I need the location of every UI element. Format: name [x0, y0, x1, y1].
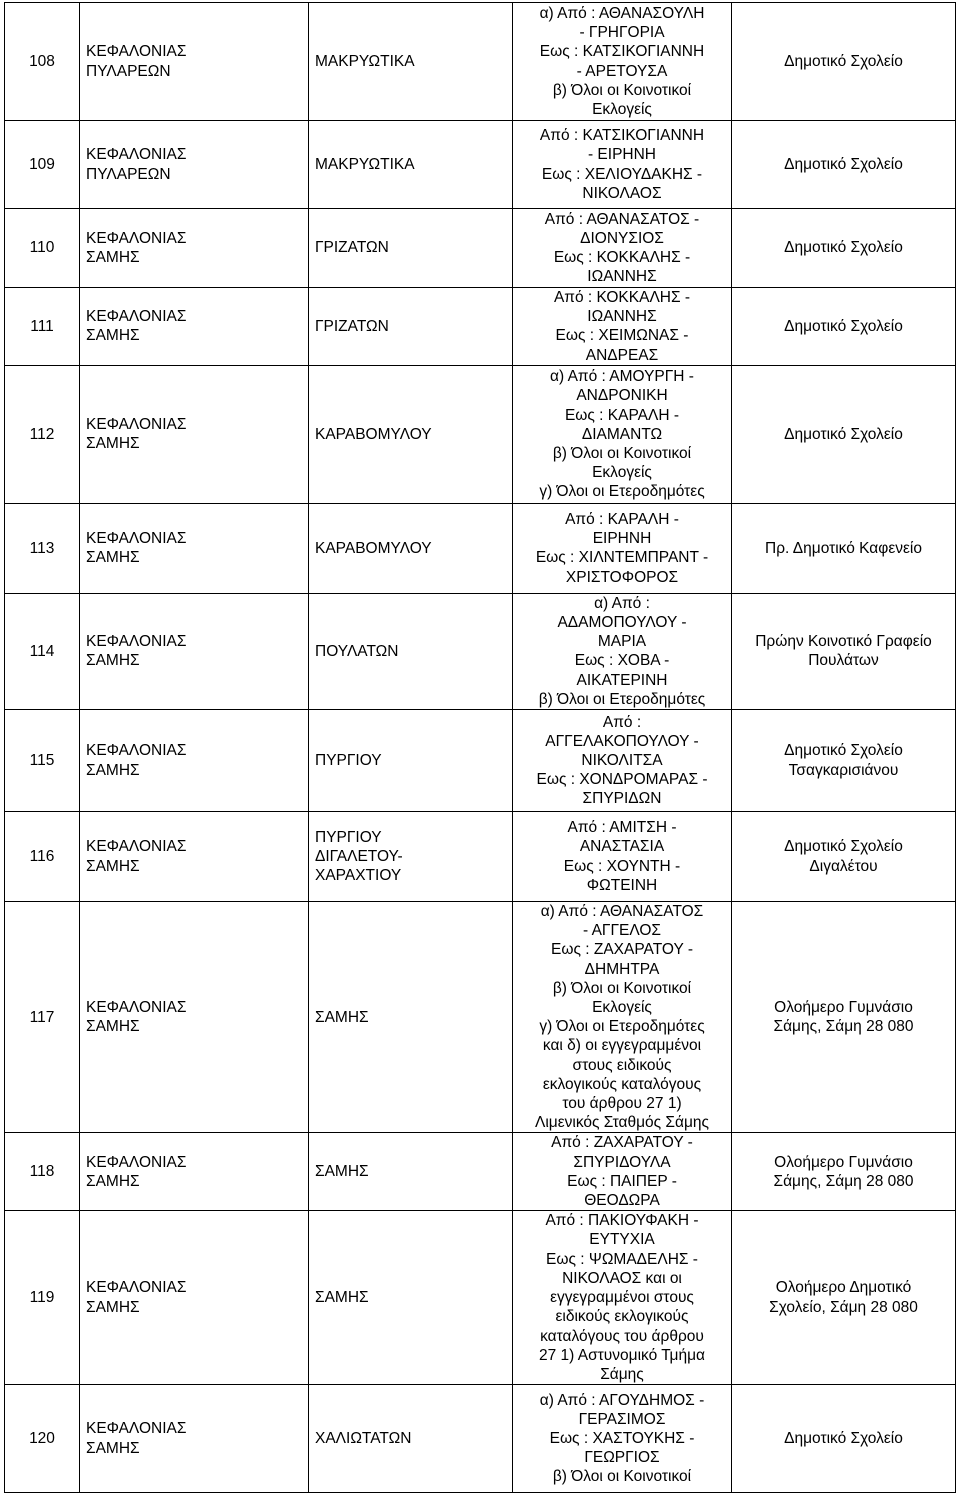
locality-cell — [309, 121, 513, 209]
polling-place-line: Δημοτικό Σχολείο — [784, 1430, 903, 1447]
municipality-line: ΠΥΛΑΡΕΩΝ — [86, 62, 171, 80]
voter-range-line: ΝΙΚΟΛΑΟΣ — [582, 184, 662, 202]
voter-range-line: Εως : ΧΕΛΙΟΥΔΑΚΗΣ - — [541, 165, 703, 183]
locality-line: ΠΟΥΛΑΤΩΝ — [315, 642, 399, 660]
station-number-cell: 117 — [5, 902, 80, 1133]
voter-range-line: ΧΡΙΣΤΟΦΟΡΟΣ — [565, 568, 679, 586]
voter-range-line: ΜΑΡΙΑ — [597, 633, 647, 651]
municipality-line: ΣΑΜΗΣ — [86, 761, 140, 779]
voter-range-line: ΓΕΩΡΓΙΟΣ — [584, 1449, 660, 1467]
voter-range-line: ΕΙΡΗΝΗ — [592, 530, 652, 548]
voter-range-line: - ΓΡΗΓΟΡΙΑ — [579, 24, 665, 42]
table-row — [5, 710, 956, 812]
table-row — [5, 503, 956, 593]
voter-range-line: α) Από : — [594, 594, 650, 612]
municipality-cell — [80, 209, 309, 288]
municipality-line: ΣΑΜΗΣ — [86, 1172, 140, 1190]
locality-cell — [309, 1133, 513, 1211]
locality-cell — [309, 503, 513, 593]
voter-range-line: ΔΙΟΝΥΣΙΟΣ — [580, 229, 664, 247]
voter-range-line: ΑΝΔΡΟΝΙΚΗ — [576, 387, 668, 405]
municipality-line: ΚΕΦΑΛΟΝΙΑΣ — [86, 1153, 187, 1171]
voter-range-line: Εως : ΨΩΜΑΔΕΛΗΣ - — [546, 1250, 698, 1268]
station-number-cell: 120 — [5, 1385, 80, 1493]
voter-range-line: β) Όλοι οι Κοινοτικοί — [552, 444, 692, 462]
polling-stations-table-page — [4, 2, 955, 1493]
polling-place-cell — [732, 902, 956, 1133]
voter-range-line: και δ) οι εγγεγραμμένοι — [542, 1037, 702, 1055]
station-number-cell: 119 — [5, 1211, 80, 1385]
locality-cell — [309, 710, 513, 812]
voter-range-line: καταλόγους του άρθρου — [540, 1327, 704, 1345]
voter-range-line: ΦΩΤΕΙΝΗ — [586, 876, 658, 894]
municipality-line: ΚΕΦΑΛΟΝΙΑΣ — [86, 633, 187, 651]
municipality-cell — [80, 503, 309, 593]
voter-range-line: β) Όλοι οι Κοινοτικοί — [552, 81, 692, 99]
voter-range-line: Σάμης — [600, 1365, 644, 1383]
voter-range-line: β) Όλοι οι Κοινοτικοί — [552, 979, 692, 997]
voter-range-line: α) Από : ΑΘΑΝΑΣΟΥΛΗ — [539, 4, 705, 22]
polling-place-line: Σάμης, Σάμη 28 080 — [773, 1018, 914, 1036]
voter-range-line: Εως : ΚΑΤΣΙΚΟΓΙΑΝΝΗ — [539, 43, 705, 61]
station-number-cell: 114 — [5, 593, 80, 709]
voter-range-cell — [513, 812, 732, 902]
voter-range-line: Εως : ΧΟΥΝΤΗ - — [563, 857, 681, 875]
municipality-line: ΣΑΜΗΣ — [86, 1439, 140, 1457]
locality-line: ΜΑΚΡΥΩΤΙΚΑ — [315, 52, 415, 70]
municipality-cell — [80, 1211, 309, 1385]
voter-range-line: Από : ΑΜΙΤΣΗ - — [567, 819, 677, 837]
municipality-line: ΚΕΦΑΛΟΝΙΑΣ — [86, 43, 187, 61]
polling-place-cell — [732, 503, 956, 593]
voter-range-cell — [513, 902, 732, 1133]
locality-cell — [309, 209, 513, 288]
locality-cell — [309, 365, 513, 503]
polling-place-cell — [732, 365, 956, 503]
table-row — [5, 288, 956, 366]
polling-place-line: Πουλάτων — [808, 652, 879, 670]
table-body — [5, 3, 956, 1493]
municipality-cell — [80, 288, 309, 366]
voter-range-line: ΝΙΚΟΛΙΤΣΑ — [581, 751, 663, 769]
locality-line: ΠΥΡΓΙΟΥ — [315, 828, 382, 846]
municipality-line: ΚΕΦΑΛΟΝΙΑΣ — [86, 308, 187, 326]
municipality-line: ΣΑΜΗΣ — [86, 652, 140, 670]
station-number-cell: 108 — [5, 3, 80, 121]
voter-range-line: ΘΕΟΔΩΡΑ — [584, 1192, 660, 1210]
polling-place-cell — [732, 710, 956, 812]
voter-range-line: Εως : ΠΑΙΠΕΡ - — [567, 1172, 677, 1190]
table-row — [5, 3, 956, 121]
locality-line: ΚΑΡΑΒΟΜΥΛΟΥ — [315, 425, 432, 443]
station-number-cell: 111 — [5, 288, 80, 366]
municipality-line: ΚΕΦΑΛΟΝΙΑΣ — [86, 146, 187, 164]
voter-range-cell — [513, 593, 732, 709]
polling-place-line: Πρ. Δημοτικό Καφενείο — [765, 539, 922, 557]
polling-place-cell — [732, 1211, 956, 1385]
voter-range-cell — [513, 710, 732, 812]
voter-range-line: ΣΠΥΡΙΔΟΥΛΑ — [573, 1153, 671, 1171]
municipality-line: ΣΑΜΗΣ — [86, 327, 140, 345]
voter-range-line: Εως : ΧΟΒΑ - — [574, 652, 670, 670]
voter-range-cell — [513, 1133, 732, 1211]
voter-range-line: ΙΩΑΝΝΗΣ — [587, 268, 657, 286]
voter-range-cell — [513, 503, 732, 593]
municipality-line: ΚΕΦΑΛΟΝΙΑΣ — [86, 416, 187, 434]
municipality-line: ΚΕΦΑΛΟΝΙΑΣ — [86, 1420, 187, 1438]
voter-range-line: Από : ΚΑΤΣΙΚΟΓΙΑΝΝΗ — [539, 127, 705, 145]
voter-range-line: ΔΗΜΗΤΡΑ — [584, 960, 660, 978]
locality-line: ΣΑΜΗΣ — [315, 1163, 369, 1181]
voter-range-line: ΕΥΤΥΧΙΑ — [589, 1231, 655, 1249]
polling-stations-table — [4, 2, 956, 1493]
table-row — [5, 365, 956, 503]
municipality-line: ΚΕΦΑΛΟΝΙΑΣ — [86, 838, 187, 856]
locality-line: ΜΑΚΡΥΩΤΙΚΑ — [315, 155, 415, 173]
locality-cell — [309, 812, 513, 902]
voter-range-line: Εως : ΧΙΛΝΤΕΜΠΡΑΝΤ - — [535, 549, 709, 567]
voter-range-line: Από : ΑΘΑΝΑΣΑΤΟΣ - — [544, 210, 700, 228]
station-number-cell: 113 — [5, 503, 80, 593]
voter-range-line: ΑΓΓΕΛΑΚΟΠΟΥΛΟΥ - — [545, 732, 699, 750]
voter-range-line: εγγεγραμμένοι στους — [550, 1289, 694, 1307]
voter-range-line: Από : — [602, 713, 642, 731]
voter-range-line: Από : ΚΟΚΚΑΛΗΣ - — [553, 289, 691, 306]
voter-range-line: ΓΕΡΑΣΙΜΟΣ — [578, 1410, 666, 1428]
locality-line: ΧΑΡΑΧΤΙΟΥ — [315, 867, 402, 885]
station-number-cell: 109 — [5, 121, 80, 209]
voter-range-line: Εως : ΧΟΝΔΡΟΜΑΡΑΣ - — [536, 771, 708, 789]
polling-place-line: Σχολείο, Σάμη 28 080 — [769, 1298, 918, 1316]
municipality-cell — [80, 812, 309, 902]
voter-range-line: ΔΙΑΜΑΝΤΩ — [581, 425, 663, 443]
voter-range-line: Από : ΠΑΚΙΟΥΦΑΚΗ - — [545, 1212, 699, 1230]
locality-line: ΚΑΡΑΒΟΜΥΛΟΥ — [315, 539, 432, 557]
voter-range-line: γ) Όλοι οι Ετεροδημότες — [539, 483, 705, 501]
polling-place-cell — [732, 812, 956, 902]
municipality-line: ΣΑΜΗΣ — [86, 1298, 140, 1316]
polling-place-line: Πρώην Κοινοτικό Γραφείο — [755, 633, 932, 651]
municipality-line: ΠΥΛΑΡΕΩΝ — [86, 165, 171, 183]
polling-place-cell — [732, 1385, 956, 1493]
municipality-cell — [80, 1133, 309, 1211]
voter-range-line: β) Όλοι οι Κοινοτικοί — [552, 1468, 692, 1486]
station-number-cell: 116 — [5, 812, 80, 902]
table-row — [5, 812, 956, 902]
voter-range-line: α) Από : ΑΘΑΝΑΣΑΤΟΣ — [540, 903, 704, 921]
polling-place-line: Δημοτικό Σχολείο — [784, 838, 903, 856]
voter-range-cell — [513, 288, 732, 366]
voter-range-line: εκλογικούς καταλόγους — [542, 1075, 702, 1093]
voter-range-line: Εκλογείς — [592, 999, 652, 1017]
municipality-line: ΣΑΜΗΣ — [86, 435, 140, 453]
voter-range-line: ΑΝΑΣΤΑΣΙΑ — [579, 838, 665, 856]
municipality-cell — [80, 902, 309, 1133]
municipality-cell — [80, 1385, 309, 1493]
voter-range-cell — [513, 121, 732, 209]
polling-place-line: Δημοτικό Σχολείο — [784, 317, 903, 335]
locality-cell — [309, 902, 513, 1133]
polling-place-line: Σάμης, Σάμη 28 080 — [773, 1172, 914, 1190]
locality-line: ΠΥΡΓΙΟΥ — [315, 751, 382, 769]
municipality-cell — [80, 365, 309, 503]
polling-place-line: Δημοτικό Σχολείο — [784, 742, 903, 760]
locality-cell — [309, 593, 513, 709]
station-number-cell: 118 — [5, 1133, 80, 1211]
municipality-cell — [80, 121, 309, 209]
polling-place-cell — [732, 3, 956, 121]
locality-line: ΧΑΛΙΩΤΑΤΩΝ — [315, 1430, 412, 1447]
municipality-line: ΚΕΦΑΛΟΝΙΑΣ — [86, 530, 187, 548]
voter-range-line: Εως : ΖΑΧΑΡΑΤΟΥ - — [551, 941, 693, 959]
voter-range-line: Εως : ΚΟΚΚΑΛΗΣ - — [553, 249, 691, 266]
voter-range-line: - ΑΡΕΤΟΥΣΑ — [576, 62, 668, 80]
voter-range-line: ΑΙΚΑΤΕΡΙΝΗ — [576, 671, 668, 689]
voter-range-line: Εκλογείς — [592, 464, 652, 482]
table-row — [5, 902, 956, 1133]
voter-range-line: Εως : ΚΑΡΑΛΗ - — [564, 406, 680, 424]
municipality-line: ΣΑΜΗΣ — [86, 549, 140, 567]
municipality-line: ΚΕΦΑΛΟΝΙΑΣ — [86, 229, 187, 247]
municipality-cell — [80, 593, 309, 709]
municipality-line: ΚΕΦΑΛΟΝΙΑΣ — [86, 999, 187, 1017]
locality-line: ΣΑΜΗΣ — [315, 1289, 369, 1307]
polling-place-cell — [732, 1133, 956, 1211]
polling-place-line: Δημοτικό Σχολείο — [784, 425, 903, 443]
voter-range-line: - ΑΓΓΕΛΟΣ — [582, 922, 662, 940]
locality-line: ΣΑΜΗΣ — [315, 1008, 369, 1026]
municipality-line: ΚΕΦΑΛΟΝΙΑΣ — [86, 1279, 187, 1297]
station-number-cell: 112 — [5, 365, 80, 503]
locality-line: ΔΙΓΑΛΕΤΟΥ- — [315, 847, 403, 865]
voter-range-line: Εως : ΧΑΣΤΟΥΚΗΣ - — [549, 1430, 695, 1447]
municipality-line: ΣΑΜΗΣ — [86, 1018, 140, 1036]
voter-range-line: - ΕΙΡΗΝΗ — [587, 146, 657, 164]
municipality-cell — [80, 710, 309, 812]
voter-range-line: στους ειδικούς — [572, 1056, 672, 1074]
table-row — [5, 121, 956, 209]
table-row — [5, 1385, 956, 1493]
polling-place-cell — [732, 209, 956, 288]
table-row — [5, 1133, 956, 1211]
voter-range-line: ΙΩΑΝΝΗΣ — [587, 308, 657, 326]
polling-place-line: Ολοήμερο Γυμνάσιο — [774, 1153, 913, 1171]
locality-cell — [309, 1385, 513, 1493]
locality-line: ΓΡΙΖΑΤΩΝ — [315, 317, 389, 335]
voter-range-line: Εως : ΧΕΙΜΩΝΑΣ - — [555, 327, 689, 345]
voter-range-line: α) Από : ΑΜΟΥΡΓΗ - — [550, 368, 694, 386]
locality-line: ΓΡΙΖΑΤΩΝ — [315, 239, 389, 257]
voter-range-line: ΑΔΑΜΟΠΟΥΛΟΥ - — [557, 614, 687, 632]
voter-range-line: γ) Όλοι οι Ετεροδημότες — [539, 1018, 705, 1036]
locality-cell — [309, 288, 513, 366]
polling-place-line: Τσαγκαρισιάνου — [788, 761, 899, 779]
voter-range-line: ΑΝΔΡΕΑΣ — [585, 346, 659, 364]
polling-place-line: Δημοτικό Σχολείο — [784, 239, 903, 257]
voter-range-line: α) Από : ΑΓΟΥΔΗΜΟΣ - — [539, 1391, 705, 1409]
voter-range-line: Εκλογείς — [592, 100, 652, 118]
municipality-line: ΚΕΦΑΛΟΝΙΑΣ — [86, 742, 187, 760]
municipality-line: ΣΑΜΗΣ — [86, 857, 140, 875]
voter-range-line: ΝΙΚΟΛΑΟΣ και οι — [562, 1269, 682, 1287]
voter-range-cell — [513, 209, 732, 288]
station-number-cell: 115 — [5, 710, 80, 812]
table-row — [5, 593, 956, 709]
table-row — [5, 209, 956, 288]
voter-range-line: Από : ΖΑΧΑΡΑΤΟΥ - — [551, 1134, 693, 1152]
voter-range-cell — [513, 1385, 732, 1493]
polling-place-line: Δημοτικό Σχολείο — [784, 155, 903, 173]
polling-place-line: Δημοτικό Σχολείο — [784, 52, 903, 70]
voter-range-line: Από : ΚΑΡΑΛΗ - — [565, 510, 679, 528]
polling-place-cell — [732, 121, 956, 209]
polling-place-line: Ολοήμερο Γυμνάσιο — [774, 999, 913, 1017]
voter-range-line: Λιμενικός Σταθμός Σάμης — [534, 1114, 709, 1132]
polling-place-line: Ολοήμερο Δημοτικό — [775, 1279, 912, 1297]
voter-range-cell — [513, 1211, 732, 1385]
station-number-cell: 110 — [5, 209, 80, 288]
polling-place-cell — [732, 288, 956, 366]
locality-cell — [309, 1211, 513, 1385]
polling-place-line: Διγαλέτου — [809, 857, 878, 875]
voter-range-line: ειδικούς εκλογικούς — [555, 1308, 689, 1326]
municipality-cell — [80, 3, 309, 121]
voter-range-line: β) Όλοι οι Ετεροδημότες — [538, 690, 706, 708]
voter-range-cell — [513, 3, 732, 121]
table-row — [5, 1211, 956, 1385]
municipality-line: ΣΑΜΗΣ — [86, 249, 140, 266]
polling-place-cell — [732, 593, 956, 709]
voter-range-line: ΣΠΥΡΙΔΩΝ — [582, 790, 662, 808]
voter-range-cell — [513, 365, 732, 503]
voter-range-line: του άρθρου 27 1) — [562, 1095, 682, 1113]
voter-range-line: 27 1) Αστυνομικό Τμήμα — [538, 1346, 705, 1364]
locality-cell — [309, 3, 513, 121]
